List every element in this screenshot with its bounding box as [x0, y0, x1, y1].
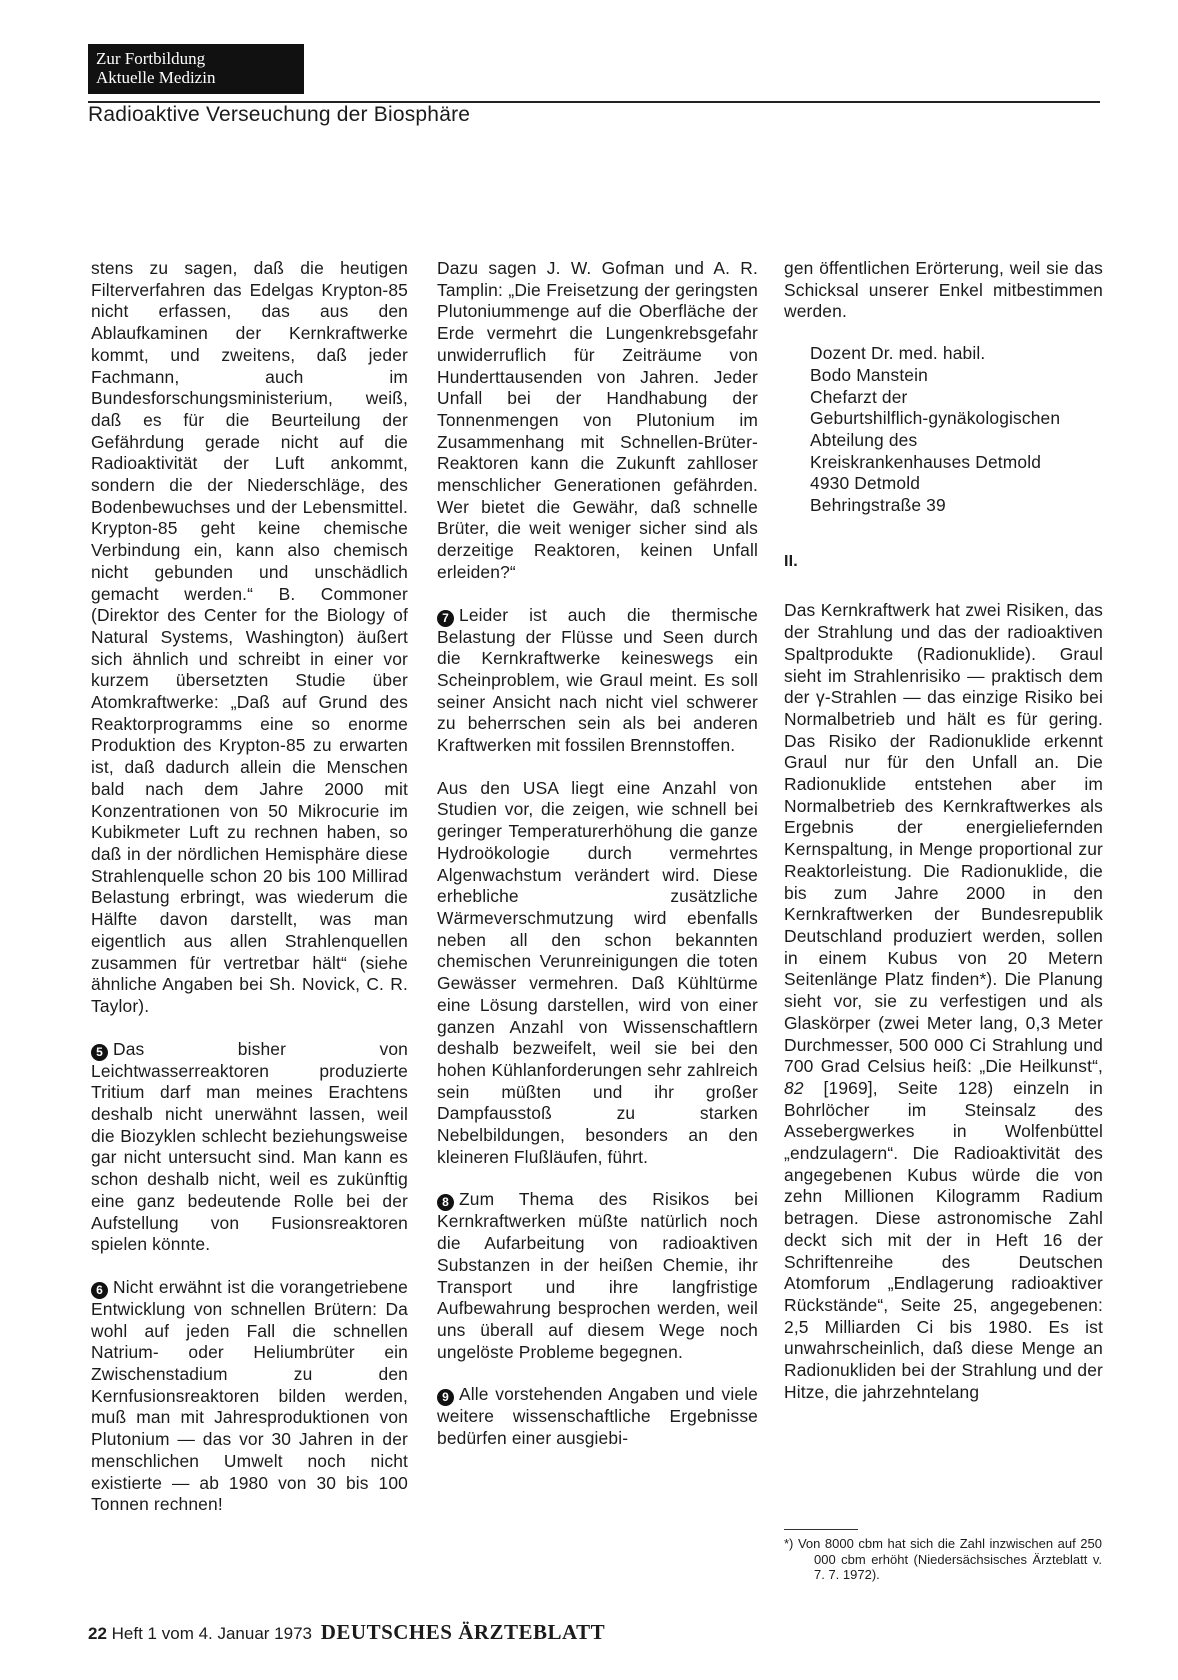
address-line: Dozent Dr. med. habil.: [810, 343, 986, 364]
page-footer: [88, 1620, 605, 1645]
section-label-line1: Zur Fortbildung: [96, 49, 206, 68]
paragraph: [91, 1039, 408, 1256]
address-line: Kreiskrankenhauses Detmold: [810, 451, 1042, 472]
paragraph-text: Das bisher von Leichtwasserreaktoren produzierte Tritium darf man meines Erachtens deshalb nicht unerwähnt lassen, weil die Biozyklen schlecht beziehungsweise gar nicht untersucht sind. Man kann es schon deshalb nicht, weil es zukünftig eine ganz bedeutende Rolle bei der Aufstellung von Fusionsreaktoren spielen könnte.: [91, 1038, 408, 1255]
text-column-3: [784, 258, 1103, 1403]
paragraph: [784, 600, 1103, 1403]
paragraph-text: Das Kernkraftwerk hat zwei Risiken, das der Strahlung und das der radioaktiven Spaltprodukte (Radionuklide). Graul sieht im Strahlenrisiko — praktisch dem der γ-Strahlen — das einzige Risiko bei Normalbetrieb und hält es für gering. Das Risiko der Radionuklide erkennt Graul nur für den Unfall an. Die Radionuklide entstehen aber im Normalbetrieb des Kernkraftwerkes als Ergebnis der energieliefernden Kernspaltung, in Menge proportional zur Reaktorleistung. Die Radionuklide, die bis zum Jahre 2000 in den Kernkraftwerken der Bundesrepublik Deutschland produziert werden, sollen in einem Kubus von 20 Metern Seitenlänge Platz finden*). Die Planung sieht vor, sie zu verfestigen und als Glaskörper (zwei Meter lang, 0,3 Meter Durchmesser, 500 000 Ci Strahlung und 700 Grad Celsius heiß: „Die Heilkunst“,: [784, 600, 1103, 1077]
paragraph: [437, 1384, 758, 1449]
paragraph: gen öffentlichen Erörterung, weil sie das Schicksal unserer Enkel mitbestimmen werden.: [784, 258, 1103, 322]
journal-name: DEUTSCHES ÄRZTEBLATT: [320, 1620, 606, 1644]
footnote: *) Von 8000 cbm hat sich die Zahl inzwischen auf 250 000 cbm erhöht (Niedersächsisches Ärzteblatt v. 7. 7. 1972).: [784, 1536, 1102, 1582]
point-number-badge: 5: [91, 1044, 108, 1061]
paragraph-text: [1969], Seite 128) einzeln in Bohrlöcher im Steinsalz des Assebergwerkes in Wolfenbüttel „endzulagern“. Die Radioaktivität des angegebenen Kubus würde die von zehn Millionen Kilogramm Radium betragen. Diese astronomische Zahl deckt sich mit der in Heft 16 der Schriftenreihe des Deutschen Atomforum „Endlagerung radioaktiver Rückstände“, Seite 25, angegebenen: 2,5 Milliarden Ci bis 1980. Es ist unwahrscheinlich, daß diese Menge an Radionukliden bei der Strahlung und der Hitze, die jahrzehntelang: [784, 1077, 1103, 1402]
issue-info: Heft 1 vom 4. Januar 1973: [111, 1624, 312, 1643]
point-number-badge: 8: [437, 1194, 454, 1211]
address-line: Abteilung des: [810, 429, 918, 450]
point-number-badge: 7: [437, 610, 454, 627]
author-address: [810, 343, 1103, 517]
paragraph: stens zu sagen, daß die heutigen Filterverfahren das Edelgas Krypton-85 nicht erfassen, das aus den Ablaufkaminen der Kernkraftwerke kommt, und zweitens, daß jeder Fachmann, auch im Bundesforschungsministerium, weiß, daß es für die Beurteilung der Gefährdung gerade nicht auf die Radioaktivität der Luft ankommt, sondern die der Niederschläge, des Bodenbewuchses und der Lebensmittel. Krypton-85 geht keine chemische Verbindung ein, kann also chemisch nicht gebunden und unschädlich gemacht werden.“ B. Commoner (Direktor des Center for the Biology of Natural Systems, Washington) äußert sich ähnlich und schreibt in einer vor kurzem übersetzten Studie über Atomkraftwerke: „Daß auf Grund des Reaktorprogramms eine so enorme Produktion des Krypton-85 zu erwarten ist, daß dadurch allein die Menschen bald nach dem Jahre 2000 mit Konzentrationen von 50 Mikrocurie im Kubikmeter Luft zu rechnen haben, so daß in der nördlichen Hemisphäre diese Strahlenquelle schon 20 bis 100 Millirad Belastung erbringt, was wiederum die Hälfte davon darstellt, was man eigentlich aus allen Strahlenquellen zusammen für vertretbar hält“ (siehe ähnliche Angaben bei Sh. Novick, C. R. Taylor).: [91, 258, 408, 1016]
section-label-line2: Aktuelle Medizin: [96, 68, 216, 87]
page-number: 22: [88, 1624, 107, 1643]
volume-number: 82: [784, 1077, 804, 1098]
point-number-badge: 9: [437, 1389, 454, 1406]
paragraph: [91, 1277, 408, 1516]
paragraph: [437, 605, 758, 757]
point-number-badge: 6: [91, 1282, 108, 1299]
address-line: Behringstraße 39: [810, 495, 946, 516]
address-line: Geburtshilflich-gynäkologischen: [810, 408, 1061, 429]
address-line: 4930 Detmold: [810, 473, 921, 494]
paragraph: [437, 1189, 758, 1363]
text-column-1: [91, 258, 408, 1516]
footnote-rule: [784, 1529, 858, 1530]
section-heading: II.: [784, 552, 798, 570]
address-line: Chefarzt der: [810, 386, 908, 407]
paragraph-text: Leider ist auch die thermische Belastung der Flüsse und Seen durch die Kernkraftwerke keineswegs ein Scheinproblem, wie Graul meint. Es soll seiner Ansicht nach nicht viel schwerer zu beherrschen sein als bei anderen Kraftwerken mit fossilen Brennstoffen.: [437, 604, 758, 756]
paragraph-text: Zum Thema des Risikos bei Kernkraftwerken müßte natürlich noch die Aufarbeitung von radioaktiven Substanzen in der heißen Chemie, ihr Transport und ihre langfristige Aufbewahrung besprochen werden, weil uns überall auf diesem Wege noch ungelöste Probleme begegnen.: [437, 1189, 758, 1362]
article-subtitle: Radioaktive Verseuchung der Biosphäre: [88, 103, 471, 126]
paragraph: Dazu sagen J. W. Gofman und A. R. Tamplin: „Die Freisetzung der geringsten Plutoniummenge auf die Oberfläche der Erde vermehrt die Lungenkrebsgefahr unwiderruflich für Zeiträume von Hunderttausenden von Jahren. Jeder Unfall bei der Handhabung der Tonnenmengen von Plutonium im Zusammenhang mit Schnellen-Brüter-Reaktoren kann die Zukunft zahlloser menschlicher Generationen gefährden. Wer bietet die Gewähr, daß schnelle Brüter, die weit weniger sicher sind als derzeitige Reaktoren, keinen Unfall erleiden?“: [437, 258, 758, 582]
address-line: Bodo Manstein: [810, 364, 928, 385]
section-label-box: [88, 44, 304, 94]
paragraph: Aus den USA liegt eine Anzahl von Studien vor, die zeigen, wie schnell bei geringer Temperaturerhöhung die ganze Hydroökologie durch vermehrtes Algenwachstum verändert wird. Diese erhebliche zusätzliche Wärmeverschmutzung wird ebenfalls neben all den schon bekannten chemischen Verunreinigungen die toten Gewässer vermehren. Daß Kühltürme eine Lösung darstellen, wird von einer ganzen Anzahl von Wissenschaftlern deshalb bezweifelt, weil sie bei den hohen Kühlanforderungen sehr zahlreich sein müßten und ihr großer Dampfausstoß zu starken Nebelbildungen, besonders an den kleineren Flußläufen, führt.: [437, 777, 758, 1167]
text-column-2: [437, 258, 758, 1450]
paragraph-text: Alle vorstehenden Angaben und viele weitere wissenschaftliche Ergebnisse bedürfen einer ausgiebi-: [437, 1384, 758, 1449]
paragraph-text: Nicht erwähnt ist die vorangetriebene Entwicklung von schnellen Brütern: Da wohl auf jeden Fall die schnellen Natrium- oder Heliumbrüter ein Zwischenstadium zu den Kernfusionsreaktoren bilden werden, muß man mit Jahresproduktionen von Plutonium — das vor 30 Jahren in der menschlichen Umwelt noch nicht existierte — ab 1980 von 30 bis 100 Tonnen rechnen!: [91, 1276, 408, 1515]
